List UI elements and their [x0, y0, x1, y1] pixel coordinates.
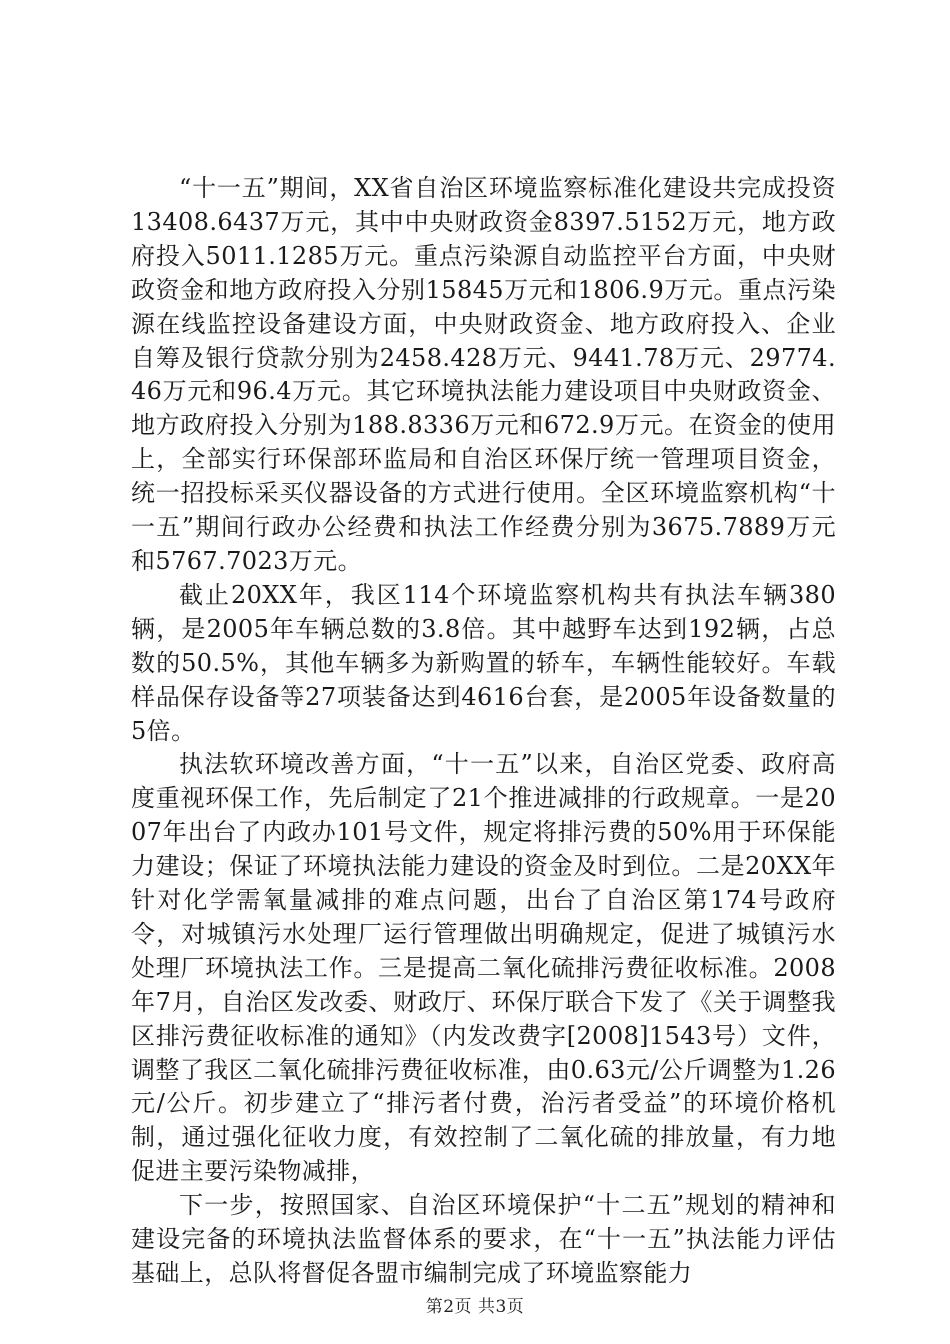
paragraph-funding: “十一五”期间，XX省自治区环境监察标准化建设共完成投资13408.6437万元，其中中央财政资金8397.5152万元，地方政府投入5011.1285万元。重点污染源自动监控平台方面，中央财政资金和地方政府投入分别15845万元和1806.9万元。重点污染源在线监控设备建设方面，中央财政资金、地方政府投入、企业自筹及银行贷款分别为2458.428万元、9441.78万元、29774.46万元和96.4万元。其它环境执法能力建设项目中央财政资金、地方政府投入分别为188.8336万元和672.9万元。在资金的使用上，全部实行环保部环监局和自治区环保厅统一管理项目资金，统一招投标采买仪器设备的方式进行使用。全区环境监察机构“十一五”期间行政办公经费和执法工作经费分别为3675.7889万元和5767.7023万元。 [131, 174, 836, 575]
paragraph-next-step: 下一步，按照国家、自治区环境保护“十二五”规划的精神和建设完备的环境执法监督体系的要求，在“十一五”执法能力评估基础上，总队将督促各盟市编制完成了环境监察能力 [131, 1191, 836, 1287]
paragraph-vehicles: 截止20XX年，我区114个环境监察机构共有执法车辆380辆，是2005年车辆总数的3.8倍。其中越野车达到192辆，占总数的50.5%，其他车辆多为新购置的轿车，车辆性能较好。车载样品保存设备等27项装备达到4616台套，是2005年设备数量的5倍。 [131, 580, 836, 745]
document-body [131, 172, 836, 1291]
paragraph-soft-environment: 执法软环境改善方面，“十一五”以来，自治区党委、政府高度重视环保工作，先后制定了21个推进减排的行政规章。一是2007年出台了内政办101号文件，规定将排污费的50%用于环保能力建设；保证了环境执法能力建设的资金及时到位。二是20XX年针对化学需氧量减排的难点问题，出台了自治区第174号政府令，对城镇污水处理厂运行管理做出明确规定，促进了城镇污水处理厂环境执法工作。三是提高二氧化硫排污费征收标准。2008年7月，自治区发改委、财政厅、环保厅联合下发了《关于调整我区排污费征收标准的通知》（内发改费字[2008]1543号）文件，调整了我区二氧化硫排污费征收标准，由0.63元/公斤调整为1.26元/公斤。初步建立了“排污者付费，治污者受益”的环境价格机制，通过强化征收力度，有效控制了二氧化硫的排放量，有力地促进主要污染物减排， [131, 750, 836, 1186]
page-footer: 第2页 共3页 [425, 1297, 525, 1317]
